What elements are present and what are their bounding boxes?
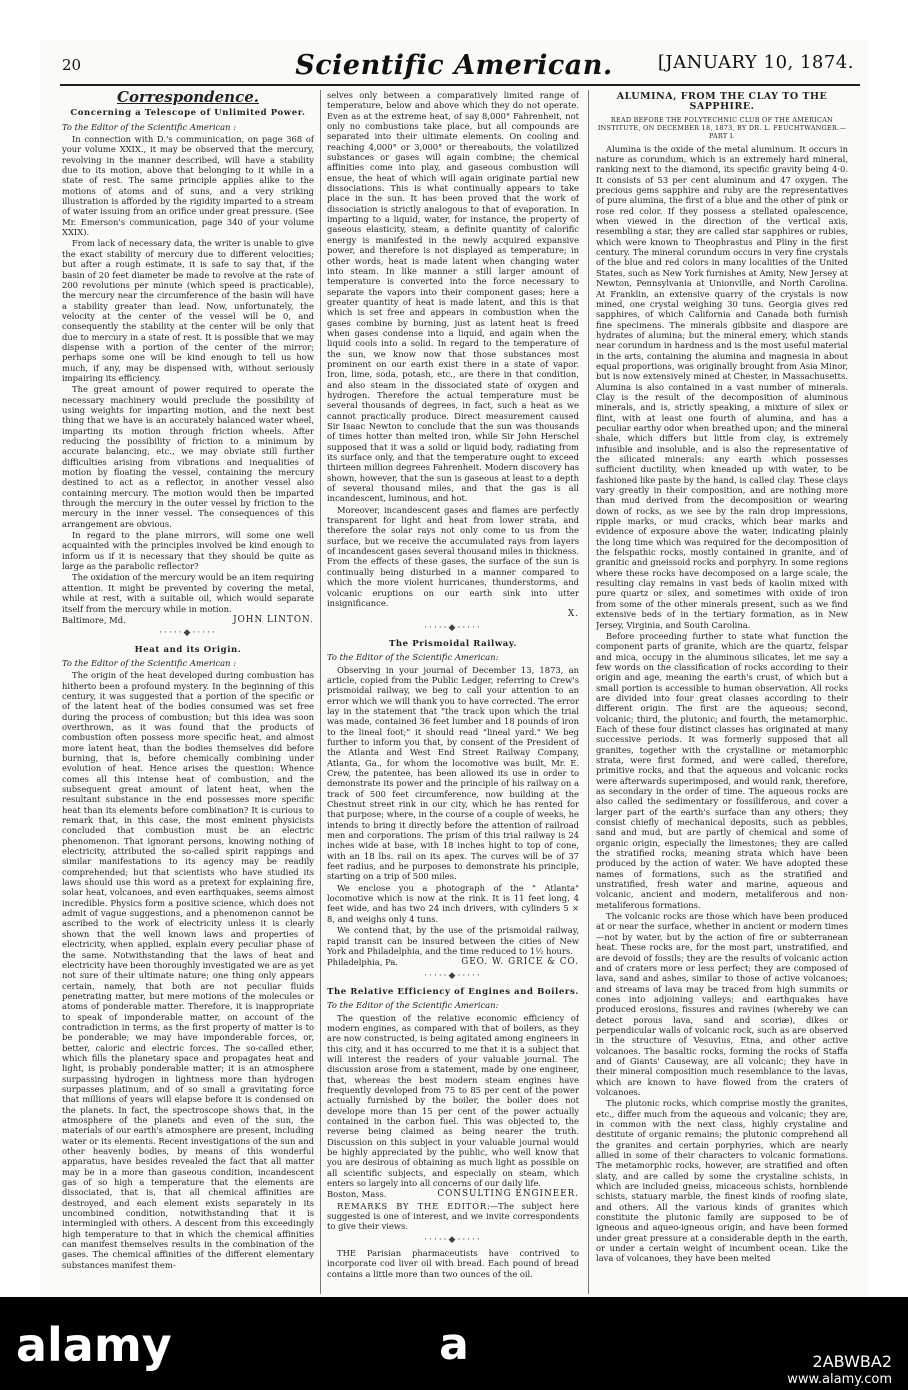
article-title: Concerning a Telescope of Unlimited Power. — [70, 108, 306, 119]
paragraph: We enclose you a photograph of the " Atlanta" locomotive which is now at the rink. It is 11 feet long, 4 feet wide, and has two 24 inch drivers, with cylinders 5 × 8, and weighs only 4 tuns. — [327, 882, 579, 924]
paragraph: Alumina is the oxide of the metal aluminum. It occurs in nature as corundum, which is an extremely hard mineral, ranking next to the diamond, its specific gravity being 4·0. It consists of 53 per cent aluminum and 47 oxygen. The precious gems sapphire and ruby are the representatives of pure alumina, the first of a blue and the other of pink or rose red color. If they possess a stellated opalescence, when viewed in the direction of the vertical axis, resembling a star, they are called star sapphires or rubies, which were known to Theophrastus and Pliny in the first century. The mineral corundum occurs in very fine crystals of the blue and red colors in many localities of the United States, such as New York furnishes at Amity, New Jersey at Newton, Pennsylvania at Unionville, and North Carolina. At Franklin, an extensive quarry of the crystals is now mined, one crystal weighing 30 tuns. Georgia gives red sapphires, of which California and Canada both furnish fine specimens. The minerals gibbsite and diaspore are hydrates of alumina; but the mineral emery, which stands near corundum in hardness and is the most useful material in the arts, containing the alumina and magnesia in about equal proportions, was originally brought from Asia Minor, but is now extensively mined at Chester, in Massachusetts. Alumina is also contained in a vast number of minerals. Clay is the result of the decomposition of aluminous minerals, and is, strictly speaking, a mixture of silex or flint, with at least one fourth of alumina, and has a peculiar earthy odor when breathed upon; and the mineral shale, which differs but little from clay, is extremely infusible and insoluble, and is also the representative of the silicated minerals: any earth which possesses sufficient ductility, when kneaded up with water, to be fashioned like paste by the hand, is called clay. These clays vary greatly in their composition, and are nothing more than mud derived from the decomposition or wearing down of rocks, as we see by the rain drop impressions, ripple marks, or mud cracks, which bear marks and evidence of exposure above the water, indicating plainly the long time which was required for the decomposition of the felspathic rocks, mostly contained in granite, and of granitic and gneissoid rocks and porphyry. In some regions where these rocks have decomposed on a large scale, the resulting clay remains in vast beds of kaolin mixed with pure quartz or silex, and sometimes with oxide of iron from some of the other minerals present, such as we find extensive beds of in the tertiary formation, as in New Jersey, Virginia, and South Carolina. — [596, 143, 848, 630]
column-1 — [62, 90, 314, 1292]
paragraph: The plutonic rocks, which comprise mostly the granites, etc., differ much from the aqueous and volcanic; they are, in common with the next class, highly crystaline and destitute of organic remains; the plutonic comprehend all the granites and certain porphyries, which are nearly allied in some of their characters to volcanic formations. The metamorphic rocks, however, are stratified and often slaty, and are called by some the crystaline schists, in which are included gneiss, micaceous schists, hornblende schists, statuary marble, the finest kinds of roofing slate, and others. All the various kinds of granites which constitute the plutonic family are supposed to be of igneous and aqueo-igneous origin, and have been formed under great pressure at a considerable depth in the earth, or under a certain weight of incumbent ocean. Like the lava of volcanoes, they have been melted — [596, 1098, 848, 1264]
column-divider-1 — [320, 90, 321, 1294]
paragraph: selves only between a comparatively limited range of temperature, below and above which they do not operate. Even as at the extreme heat, of say 8,000° Fahrenheit, not only no combustions take place, but all compounds are separated into their ultimate elements. On cooling and reaching 4,000° or 3,000° or thereabouts, the volatilized substances or gases will again combine; the chemical affinities come into play, and gaseous combustion will ensue, the heat of which will again originate partial new dissociations. This is what continually appears to take place in the sun. It has been proved that the work of dissociation is strictly analogous to that of evaporation. In imparting to a liquid, water, for instance, the property of gaseous elasticity, steam, a definite quantity of calorific energy is manifested in the newly acquired expansive power, and therefore is not displayed as temperature; in other words, heat is made latent when changing water into steam. In like manner a still larger amount of temperature is converted into the force necessary to separate the vapors into their component gases; here a greater quantity of heat is made latent, and this is that which is set free and appears in combustion when the gases combine by burning, just as latent heat is freed when gases condense into a liquid, and again when the liquid cools into a solid. In regard to the temperature of the sun, we know now that those substances most prominent on our earth exist there in a state of vapor. Iron, lime, soda, potash, etc., are there in that condition, and also steam in the dissociated state of oxygen and hydrogen. Therefore the actual temperature must be several thousands of degrees, in fact, such a heat as we cannot practically produce. Direct measurement caused Sir Isaac Newton to conclude that the sun was thousands of times hotter than melted iron, while Sir John Herschel supposed that it was a solid or liquid body, radiating from its surface only, and that the temperature ought to exceed thirteen million degrees Fahrenheit. Modern discovery has shown, however, that the sun is gaseous at least to a depth of several thousand miles, and that the gas is all incandescent, luminous, and hot. — [327, 90, 579, 504]
signature-place: Boston, Mass. — [327, 1189, 387, 1200]
signature — [327, 957, 579, 967]
signature-place: Philadelphia, Pa. — [327, 957, 399, 968]
column-2 — [327, 90, 579, 1292]
image-id: 2ABWBA2 — [812, 1352, 892, 1371]
signature — [327, 609, 579, 619]
paragraph: The oxidation of the mercury would be an item requiring attention. It might be prevented by covering the metal, while at rest, with a suitable oil, which would separate itself from the mercury while in motion. — [62, 572, 314, 614]
separator-ornament: ·····◆····· — [159, 628, 217, 639]
paragraph: The question of the relative economic efficiency of modern engines, as compared with that of boilers, as they are now constructed, is being agitated among engineers in this city, and it has occurred to me that it is a subject that will interest the readers of your valuable journal. The discussion arose from a statement, made by one engineer, that, whereas the best modern steam engines have frequently developed from 75 to 85 per cent of the power actually furnished by the boiler, the boiler does not develope more than 15 per cent of the power actually contained in the carbon fuel. This was objected to, the reverse being claimed as being nearer the truth. Discussion on this subject in your valuable journal would be highly appreciated by the public, who well know that you are desirous of obtaining as much light as possible on all scientific subjects, and especially on steam, which enters so largely into all concerns of our daily life. — [327, 1012, 579, 1189]
salutation: To the Editor of the Scientific American: — [327, 1000, 499, 1011]
signature-place: Baltimore, Md. — [62, 614, 126, 625]
paragraph: In regard to the plane mirrors, will some one well acquainted with the principles involved be kind enough to inform us if it is necessary that they should be quite as large as the parabolic reflector? — [62, 530, 314, 572]
paragraph: In connection with D.'s communication, on page 368 of your volume XXIX., it may be observed that the mercury, revolving in the manner described, will have a stability due to its motion, above that belonging to it while in a state of rest. The same principle applies alike to the motions of atoms and of suns, and a very striking illustration is afforded by the rigidity imparted to a stream of water issuing from an orifice under great pressure. (See Mr. Emerson's communication, page 340 of your volume XXIX). — [62, 134, 314, 238]
section-heading: Correspondence. — [117, 90, 259, 106]
paragraph: From lack of necessary data, the writer is unable to give the exact stability of mercury due to different velocities; but after a rough estimate, it is safe to say that, if the basin of 20 feet diameter be made to revolve at the rate of 200 revolutions per minute (which speed is practicable), the mercury near the circumference of the basin will have a stability greater than lead. Now, unfortunately, the velocity at the center of the vessel will be 0, and consequently the stability at the center will be only that due to mercury in a state of rest. It is possible that we may dispense with a portion of the center of the mirror; perhaps some one will be kind enough to tell us how much, if any, may be dispensed with, without seriously impairing its efficiency. — [62, 238, 314, 383]
article-subtitle: READ BEFORE THE POLYTECHNIC CLUB OF THE AMERICAN INSTITUTE, ON DECEMBER 18, 1873, BY DR. L. FEUCHTWANGER.—PART I. — [597, 115, 847, 140]
brand-url: www.alamy.com — [787, 1372, 892, 1387]
paragraph: Moreover, incandescent gases and flames are perfectly transparent for light and heat from lower strata, and therefore the solar rays not only come to us from the surface, but we receive the accumulated rays from layers of incandescent gases several thousand miles in thickness. From the effects of these gases, the surface of the sun is continually being disturbed in a manner compared to which the more violent hurricanes, thunderstorms, and volcanic eruptions on our earth sink into utter insignificance. — [327, 504, 579, 608]
editor-remarks — [327, 1201, 579, 1232]
signature-name: GEO. W. GRICE & CO. — [461, 957, 579, 968]
separator-ornament: ·····◆····· — [424, 622, 482, 633]
watermark-logo: a — [439, 1319, 469, 1370]
issue-date: [JANUARY 10, 1874. — [657, 52, 854, 73]
separator-ornament: ·····◆····· — [424, 1234, 482, 1245]
signature — [62, 615, 314, 625]
paragraph: The origin of the heat developed during combustion has hitherto been a profound mystery. In the beginning of this century, it was suggested that a portion of the specific or of the latent heat of the bodies consumed was set free during the process of combustion; but this idea was soon overthrown, as it was found that the products of combustion often possess more specific heat, and almost more latent heat, than the bodies themselves did before burning, that is, before chemically combining under evolution of heat. Hence arises the question: Whence comes all this intense heat of combustion, and the subsequent great amount of latent heat, when the resultant substance in the end possesses more specific heat than its elements before combination? It is curious to remark that, in this case, the most eminent physicists concluded that combustion must be an electric phenomenon. That ignorant persons, knowing nothing of electricity, attributed the so-called spirit rappings and similar manifestations to its agency may be readily comprehended; but that scientists who have studied its laws should use this word as a pretext for explaining fire, solar heat, volcanoes, and even earthquakes, seems almost incredible. Physics form a positive science, which does not admit of vague suggestions, and a phenomenon cannot be ascribed to the work of electricity unless it is clearly shown that the well known laws and properties of electricity, when applied, explain every peculiar phase of the same. Notwithstanding that the laws of heat and electricity have been thoroughly investigated we are as yet not sure of their ultimate nature; one thing only appears certain, namely, that both are not peculiar fluids penetrating matter, but mere motions of the molecules or atoms of ponderable matter. Therefore, it is inappropriate to speak of imponderable matter, on account of the contradiction in terms, as the first property of matter is to be ponderable; we may have imponderable forces, or, better, caloric and electric forces. The so-called ether, which fills the planetary space and propagates heat and light, is probably ponderable matter; it is an atmosphere surpassing hydrogen in lightness more than hydrogen surpasses platinum, and of so small a gravitating force that millions of years will elapse before it is condensed on the planets. In fact, the spectroscope shows that, in the atmosphere of the planets and even of the sun, the materials of our earth's atmosphere are present, including water or its elements. Recent investigations of the sun and other heavenly bodies, by means of this wonderful apparatus, have besides revealed the fact that all matter may be in a more than gaseous condition, incandescent gas of so high a temperature that the elements are dissociated, that is, that all chemical affinities are destroyed, and each element exists separately in its uncombined condition, notwithstanding that it is intermingled with others. A descent from this exceedingly high temperature to that in which the chemical affinities can manifest themselves results in the combination of the gases. The chemical affinities of the different elementary substances manifest them- — [62, 670, 314, 1270]
paragraph: We contend that, by the use of the prismoidal railway, rapid transit can be insured between the cities of New York and Philadelphia, and the time reduced to 1½ hours. — [327, 925, 579, 956]
separator-ornament: ·····◆····· — [424, 970, 482, 981]
column-divider-2 — [588, 90, 589, 1294]
paragraph: Observing in your journal of December 13, 1873, an article, copied from the Public Ledger, referring to Crew's prismoidal railway, we beg to call your attention to an error which we will thank you to have corrected. The error lay in the statement that "the track upon which the trial was made, contained 36 feet lumber and 18 pounds of iron to the lineal foot;" it should read "lineal yard." We beg further to inform you that, by consent of the President of the Atlanta and West End Street Railway Company, Atlanta, Ga., for whom the locomotive was built, Mr. E. Crew, the patentee, has been allowed its use in order to demonstrate its power and the principle of his railway on a track of 500 feet circumference, now building at the Chestnut street rink in our city, which he has rented for that purpose; where, in the course of a couple of weeks, he intends to bring it directly before the attention of railroad men and corporations. The prism of this trial railway is 24 inches wide at base, with 18 inches hight to top of cone, with an 18 lbs. rail on its apex. The curves will be of 37 feet radius, and he purposes to demonstrate his principle, starting on a trip of 500 miles. — [327, 664, 579, 882]
article-title: ALUMINA, FROM THE CLAY TO THE SAPPHIRE. — [616, 91, 828, 113]
signature-name: JOHN LINTON. — [233, 614, 314, 625]
page-header — [40, 52, 868, 82]
article-title: The Relative Efficiency of Engines and Boilers. — [327, 986, 579, 997]
page-number: 20 — [62, 56, 82, 74]
paragraph: THE Parisian pharmaceutists have contrived to incorporate cod liver oil with bread. Each pound of bread contains a little more than two ounces of the oil. — [327, 1248, 579, 1279]
remarks-text: :—The subject here suggested is one of interest, and we invite correspondents to give their views. — [327, 1200, 579, 1232]
salutation: To the Editor of the Scientific American: — [327, 652, 499, 663]
brand-name: alamy — [16, 1318, 172, 1372]
article-title: The Prismoidal Railway. — [388, 638, 518, 649]
signature-name: CONSULTING ENGINEER. — [437, 1189, 579, 1200]
masthead: Scientific American. — [295, 50, 613, 81]
paragraph: Before proceeding further to state what function the component parts of granite, which are the quartz, felspar and mica, occupy in the aluminous silicates, let me say a few words on the classification of rocks according to their origin and age, meaning the earth's crust, of which but a small portion is accessible to human observation. All rocks are divided into four great classes according to their different origin. The first are the aqueous; second, volcanic; third, the plutonic; and fourth, the metamorphic. Each of these four distinct classes has originated at many successive periods. It was formerly supposed that all granites, together with the crystalline or metamorphic strata, were first formed, and were called, therefore, primitive rocks, and that the aqueous and volcanic rocks were afterwards superimposed, and would rank, therefore, as secondary in the order of time. The aqueous rocks are also called the sedimentary or fossiliferous, and cover a larger part of the earth's surface than any others; they consist chiefly of mechanical deposits, such as pebbles, sand and mud, but are partly of chemical and some of organic origin, especially the limestones; they are called the stratified rocks, meaning strata which have been produced by the action of water. We have adopted these names of formations, such as the stratified and unstratified, fresh water and marine, aqueous and volcanic, ancient and modern, metaliferous and non-metaliferous formations. — [596, 630, 848, 910]
signature — [327, 1189, 579, 1199]
header-rule — [60, 84, 860, 86]
salutation: To the Editor of the Scientific American : — [62, 657, 237, 668]
salutation: To the Editor of the Scientific American : — [62, 121, 237, 132]
paragraph: The great amount of power required to operate the necessary machinery would preclude the possibility of using weights for imparting motion, and the next best thing that we have is an accurately balanced water wheel, imparting its motion through friction wheels. After reducing the possibility of friction to a minimum by accurate balancing, etc., we may obviate still further difficulties arising from vibrations and inequalities of motion by floating the vessel, containing the mercury destined to act as a reflector, in another vessel also containing mercury. The motion would then be imparted through the mercury in the outer vessel by friction to the mercury in the inner vessel. The consequences of this arrangement are obvious. — [62, 384, 314, 529]
column-3 — [596, 90, 848, 1292]
signature-name: X. — [567, 609, 579, 620]
paragraph: The volcanic rocks are those which have been produced at or near the surface, whether in ancient or modern times—not by water, but by the action of fire or subterranean heat. These rocks are, for the most part, unstratified, and are devoid of fossils; they are the results of volcanic action and of craters more or less perfect; they are composed of lava, sand and ashes, similar to those of active volcanoes; and streams of lava may be traced from high summits or cones into adjoining valleys; and earthquakes have produced erosions, fissures and ravines (whereby we can detect porous lava, sand and scoriæ), dikes or perpendicular walls of volcanic rock, such as are observed in the structure of Vesuvius, Etna, and other active volcanoes. The basaltic rocks, forming the rocks of Staffa and of Giants' Causeway, are all volcanic; they have in their mineral composition much resemblance to the lavas, which are known to have flowed from the craters of volcanoes. — [596, 911, 848, 1097]
article-title: Heat and its Origin. — [134, 644, 242, 655]
stock-brand-logo — [16, 1318, 316, 1372]
remarks-lead: REMARKS BY THE EDITOR — [337, 1200, 487, 1211]
